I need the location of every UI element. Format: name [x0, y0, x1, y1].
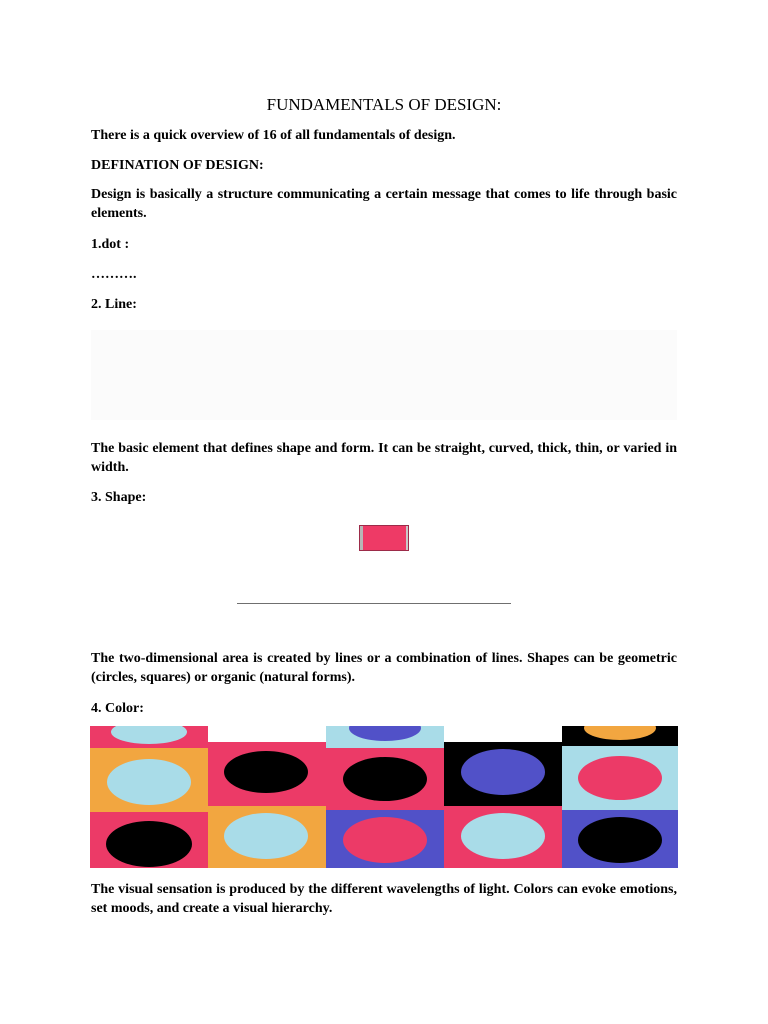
- tile-oval: [578, 756, 662, 800]
- tile-oval: [461, 813, 545, 859]
- document-title: FUNDAMENTALS OF DESIGN:: [266, 95, 502, 114]
- color-pattern-illustration: [90, 726, 678, 868]
- shape-rectangle-illustration: [359, 525, 409, 551]
- line-illustration: [91, 330, 677, 420]
- dot-heading: 1.dot :: [91, 237, 130, 252]
- tile: [444, 726, 562, 742]
- tile-oval: [343, 817, 427, 863]
- horizontal-rule: [237, 603, 511, 604]
- tile-oval: [224, 813, 308, 859]
- tile-oval: [578, 817, 662, 863]
- tile-oval: [343, 757, 427, 801]
- line-heading: 2. Line:: [91, 297, 137, 312]
- intro-paragraph: There is a quick overview of 16 of all fundamentals of design.: [91, 128, 456, 143]
- color-heading: 4. Color:: [91, 701, 144, 716]
- dot-text: ……….: [91, 267, 137, 282]
- definition-paragraph: Design is basically a structure communicating a certain message that comes to life through basic elements.: [91, 187, 677, 221]
- line-paragraph: The basic element that defines shape and form. It can be straight, curved, thick, thin, or varied in width.: [91, 441, 677, 475]
- shape-paragraph: The two-dimensional area is created by lines or a combination of lines. Shapes can be geometric (circles, squares) or organic (natural forms).: [91, 651, 677, 685]
- tile-oval: [224, 751, 308, 793]
- tile-oval: [461, 749, 545, 795]
- shape-heading: 3. Shape:: [91, 490, 147, 505]
- tile: [208, 726, 326, 742]
- tile-oval: [106, 821, 192, 867]
- tile-oval: [107, 759, 191, 805]
- color-paragraph: The visual sensation is produced by the different wavelengths of light. Colors can evoke emotions, set moods, and create a visual hierarchy.: [91, 882, 677, 916]
- definition-heading: DEFINATION OF DESIGN:: [91, 158, 264, 173]
